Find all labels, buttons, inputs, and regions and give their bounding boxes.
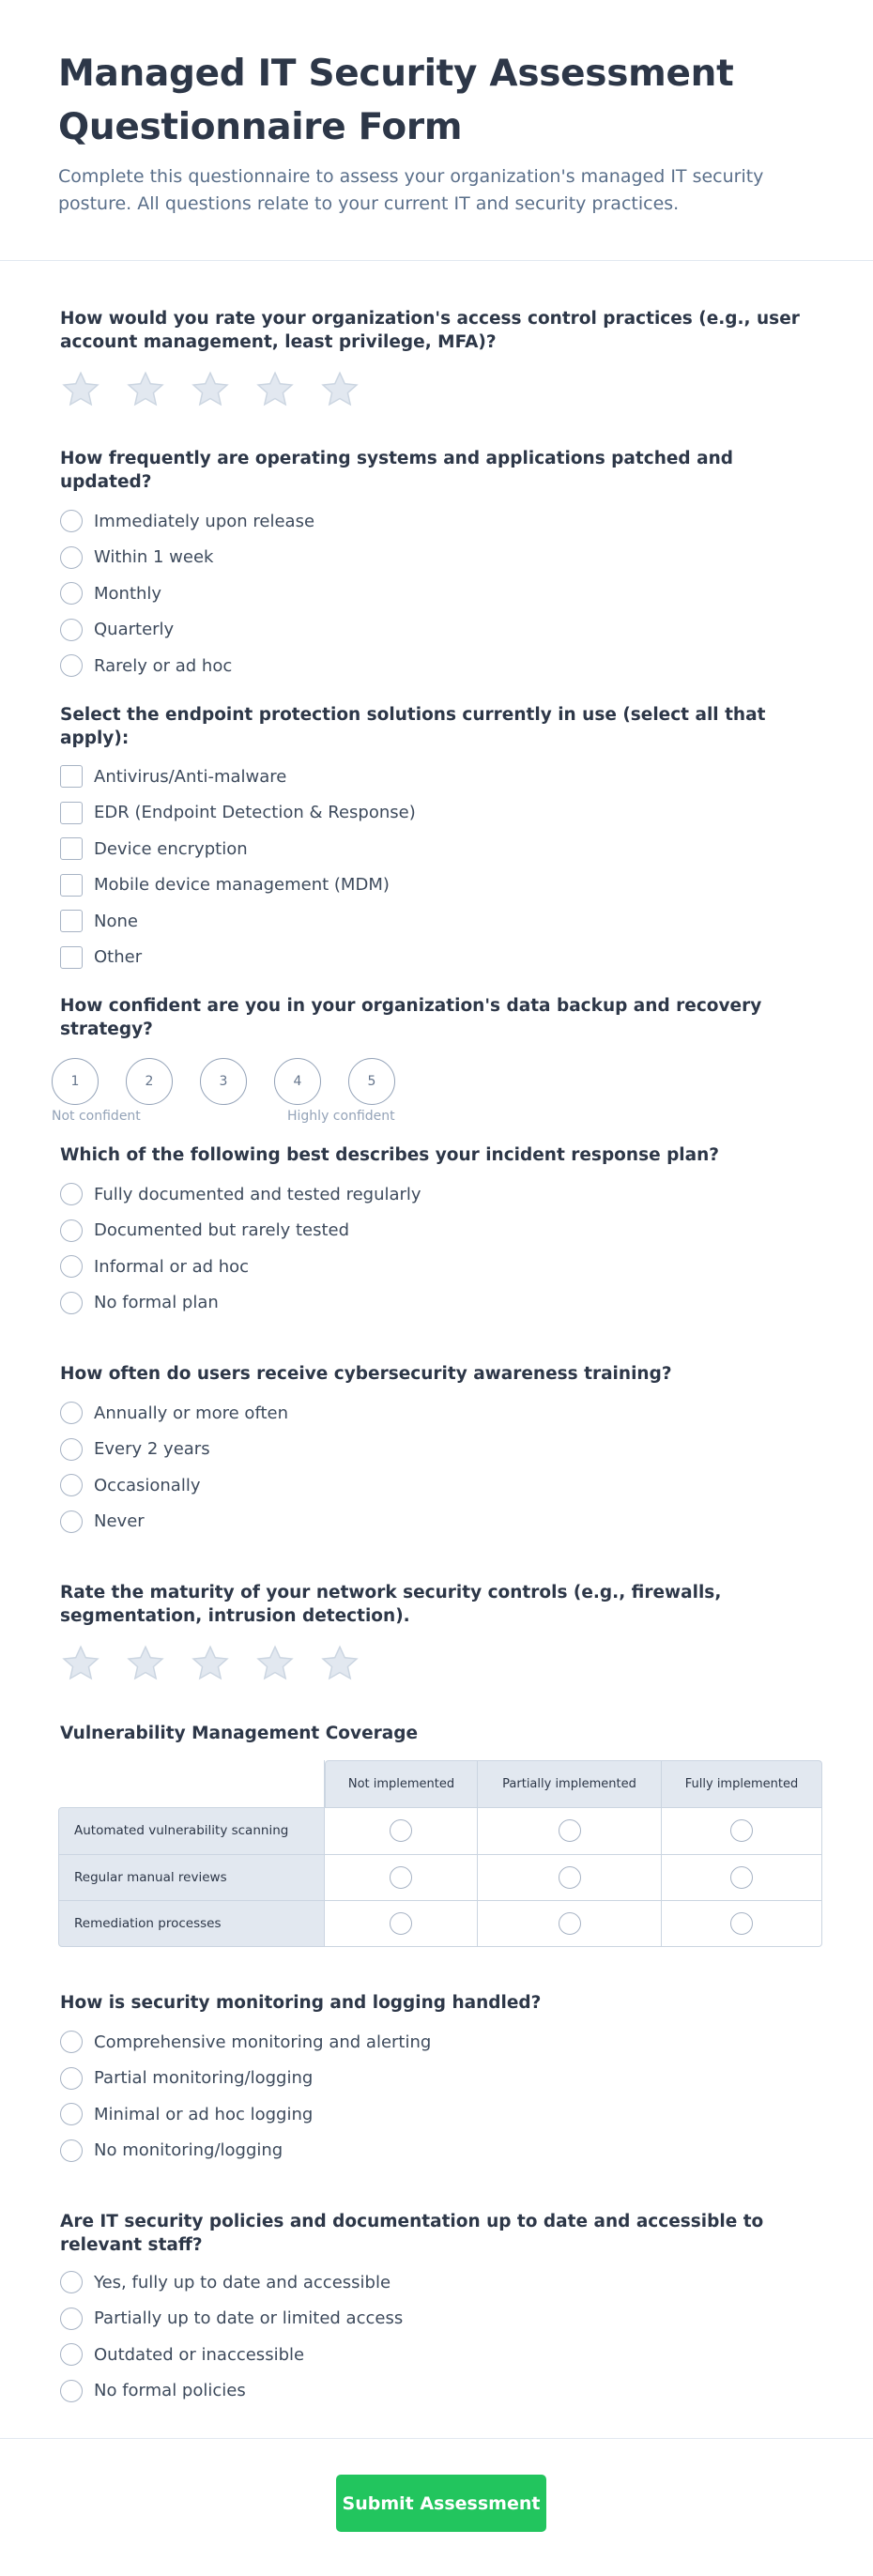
vulnerability-matrix: [58, 1760, 822, 1947]
radio-button[interactable]: [60, 1510, 83, 1533]
table-row: [58, 1854, 822, 1901]
star-icon[interactable]: [190, 1643, 231, 1684]
scale-option-5[interactable]: 5: [348, 1058, 395, 1105]
radio-button[interactable]: [60, 2031, 83, 2053]
radio-option[interactable]: Yes, fully up to date and accessible: [60, 2264, 822, 2301]
checkbox-option[interactable]: EDR (Endpoint Detection & Response): [60, 795, 822, 832]
radio-button[interactable]: [559, 1912, 581, 1935]
question-network-security: [60, 1581, 822, 1684]
question-incident-response: [60, 1143, 822, 1321]
checkbox[interactable]: [60, 802, 83, 824]
radio-button[interactable]: [390, 1866, 412, 1889]
radio-button[interactable]: [60, 546, 83, 569]
radio-button[interactable]: [60, 2308, 83, 2330]
matrix-row-label: Automated vulnerability scanning: [58, 1807, 325, 1854]
question-label: How would you rate your organization's access control practices (e.g., user account management, least privilege, MFA)?: [60, 309, 800, 352]
question-access-control: [60, 307, 822, 410]
matrix-column-header: Fully implemented: [662, 1760, 822, 1807]
question-label: How confident are you in your organization's data backup and recovery strategy?: [60, 996, 762, 1039]
radio-option[interactable]: Minimal or ad hoc logging: [60, 2096, 822, 2133]
question-label: Are IT security policies and documentation up to date and accessible to relevant staff?: [60, 2212, 764, 2255]
question-backup-confidence: [52, 994, 822, 1129]
matrix-column-header: Not implemented: [325, 1760, 478, 1807]
submit-button[interactable]: Submit Assessment: [336, 2475, 546, 2532]
radio-button[interactable]: [559, 1866, 581, 1889]
radio-button[interactable]: [60, 1438, 83, 1461]
checkbox-option[interactable]: None: [60, 903, 822, 940]
radio-option[interactable]: Quarterly: [60, 612, 822, 649]
radio-option[interactable]: Never: [60, 1504, 822, 1541]
checkbox-option[interactable]: Antivirus/Anti-malware: [60, 759, 822, 795]
page-title: Managed IT Security Assessment Questionnaire Form: [58, 53, 734, 148]
question-label: Which of the following best describes your incident response plan?: [60, 1145, 720, 1165]
scale-option-1[interactable]: 1: [52, 1058, 99, 1105]
star-icon[interactable]: [60, 369, 101, 410]
radio-option[interactable]: Informal or ad hoc: [60, 1249, 822, 1285]
star-icon[interactable]: [254, 369, 296, 410]
radio-button[interactable]: [60, 510, 83, 532]
scale-option-3[interactable]: 3: [200, 1058, 247, 1105]
checkbox[interactable]: [60, 910, 83, 932]
radio-button[interactable]: [730, 1866, 753, 1889]
star-icon[interactable]: [190, 369, 231, 410]
question-label: Rate the maturity of your network security controls (e.g., firewalls, segmentation, intrusion detection).: [60, 1583, 722, 1626]
radio-button[interactable]: [60, 1474, 83, 1496]
star-icon[interactable]: [125, 369, 166, 410]
scale-option-4[interactable]: 4: [274, 1058, 321, 1105]
star-icon[interactable]: [319, 1643, 360, 1684]
form-header: [0, 0, 873, 261]
radio-button[interactable]: [730, 1912, 753, 1935]
question-label: How frequently are operating systems and applications patched and updated?: [60, 449, 733, 492]
radio-option[interactable]: No formal policies: [60, 2373, 822, 2410]
radio-option[interactable]: Partial monitoring/logging: [60, 2061, 822, 2097]
radio-button[interactable]: [60, 2271, 83, 2293]
radio-button[interactable]: [60, 2103, 83, 2125]
radio-button[interactable]: [60, 654, 83, 677]
radio-option[interactable]: Monthly: [60, 575, 822, 612]
radio-option[interactable]: Comprehensive monitoring and alerting: [60, 2024, 822, 2061]
checkbox[interactable]: [60, 765, 83, 788]
radio-option[interactable]: No monitoring/logging: [60, 2133, 822, 2170]
radio-option[interactable]: Documented but rarely tested: [60, 1213, 822, 1250]
radio-option[interactable]: Partially up to date or limited access: [60, 2301, 822, 2338]
question-label: Vulnerability Management Coverage: [60, 1724, 419, 1743]
matrix-row-label: Remediation processes: [58, 1900, 325, 1947]
star-icon[interactable]: [319, 369, 360, 410]
radio-button[interactable]: [730, 1819, 753, 1842]
checkbox-option[interactable]: Device encryption: [60, 831, 822, 867]
radio-button[interactable]: [60, 2139, 83, 2162]
question-awareness-training: [60, 1362, 822, 1540]
question-endpoint-protection: [60, 703, 822, 975]
radio-button[interactable]: [60, 619, 83, 641]
matrix-column-header: Partially implemented: [478, 1760, 662, 1807]
radio-option[interactable]: Immediately upon release: [60, 503, 822, 540]
checkbox[interactable]: [60, 837, 83, 860]
radio-button[interactable]: [60, 1292, 83, 1314]
question-vulnerability-management: [60, 1722, 822, 1745]
radio-option[interactable]: No formal plan: [60, 1285, 822, 1322]
radio-button[interactable]: [60, 2067, 83, 2090]
radio-button[interactable]: [60, 2343, 83, 2366]
radio-option[interactable]: Annually or more often: [60, 1395, 822, 1432]
checkbox-option[interactable]: Other: [60, 940, 822, 976]
scale-option-2[interactable]: 2: [126, 1058, 173, 1105]
checkbox-option[interactable]: Mobile device management (MDM): [60, 867, 822, 904]
page-subtitle: Complete this questionnaire to assess your organization's managed IT security posture. All questions relate to your current IT and security practices.: [58, 166, 764, 214]
radio-button[interactable]: [60, 2380, 83, 2402]
star-rating: [60, 1643, 822, 1684]
radio-button[interactable]: [60, 1183, 83, 1205]
star-rating: [60, 369, 822, 410]
matrix-row-label: Regular manual reviews: [58, 1854, 325, 1901]
radio-option[interactable]: Within 1 week: [60, 540, 822, 576]
radio-button[interactable]: [390, 1912, 412, 1935]
checkbox[interactable]: [60, 874, 83, 897]
star-icon[interactable]: [60, 1643, 101, 1684]
radio-button[interactable]: [60, 582, 83, 605]
scale-high-label: Highly confident: [287, 1109, 395, 1124]
radio-button[interactable]: [60, 1219, 83, 1242]
star-icon[interactable]: [254, 1643, 296, 1684]
radio-button[interactable]: [60, 1255, 83, 1278]
question-label: Select the endpoint protection solutions currently in use (select all that apply):: [60, 705, 766, 748]
radio-button[interactable]: [390, 1819, 412, 1842]
confidence-scale: [52, 1058, 822, 1105]
radio-option[interactable]: Rarely or ad hoc: [60, 648, 822, 684]
form-footer: [0, 2438, 873, 2576]
table-row: [58, 1807, 822, 1854]
radio-option[interactable]: Occasionally: [60, 1467, 822, 1504]
checkbox[interactable]: [60, 946, 83, 969]
question-monitoring-logging: [60, 1991, 822, 2169]
scale-low-label: Not confident: [52, 1109, 141, 1124]
star-icon[interactable]: [125, 1643, 166, 1684]
radio-option[interactable]: Fully documented and tested regularly: [60, 1176, 822, 1213]
radio-option[interactable]: Every 2 years: [60, 1432, 822, 1468]
radio-option[interactable]: Outdated or inaccessible: [60, 2337, 822, 2373]
question-label: How is security monitoring and logging handled?: [60, 1993, 542, 2013]
radio-button[interactable]: [559, 1819, 581, 1842]
radio-button[interactable]: [60, 1402, 83, 1424]
table-row: [58, 1900, 822, 1947]
matrix-corner: [58, 1760, 325, 1807]
question-label: How often do users receive cybersecurity awareness training?: [60, 1364, 672, 1384]
question-policies: [60, 2210, 822, 2409]
question-patching: [60, 447, 822, 684]
